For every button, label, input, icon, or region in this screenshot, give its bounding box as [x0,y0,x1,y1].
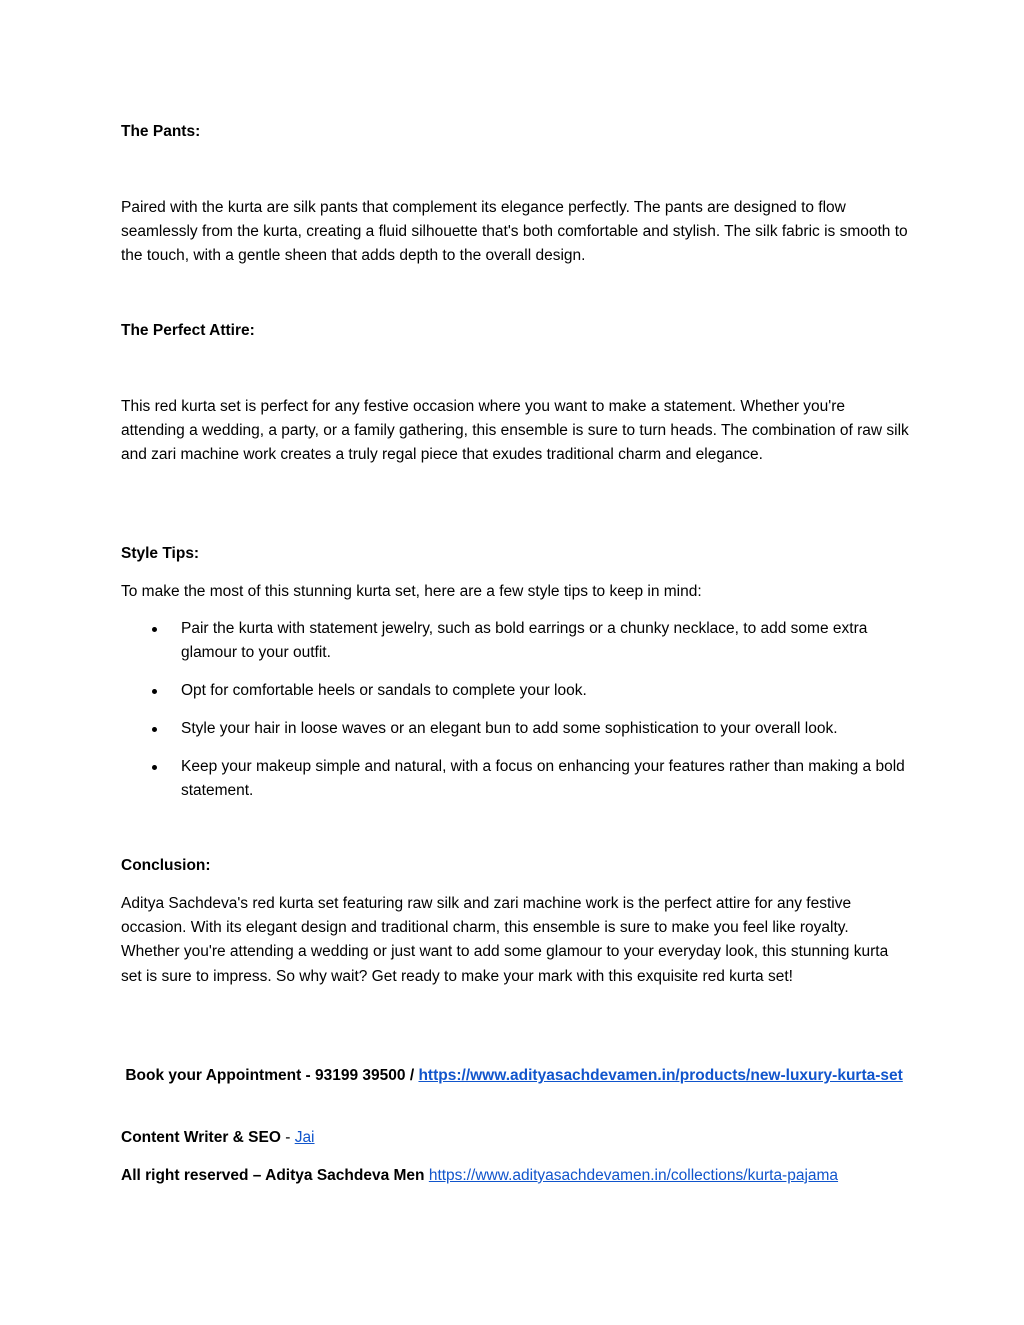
style-tips-intro: To make the most of this stunning kurta set, here are a few style tips to keep in mind: [121,583,702,600]
pants-heading: The Pants: [121,123,201,140]
attire-paragraph: This red kurta set is perfect for any festive occasion where you want to make a statement. Whether you're attending a wedding, a party, or a family gathering, this ensemble is sure to turn heads. The combination of raw silk and zari machine work creates a truly regal piece that exudes traditional charm and elegance. [121,398,909,464]
list-item-text: Keep your makeup simple and natural, with a focus on enhancing your features rather than making a bold statement. [181,757,905,799]
bullet-icon [152,727,157,732]
style-tips-list [121,617,911,817]
rights-label: All right reserved – Aditya Sachdeva Men [121,1167,425,1184]
list-item [121,617,911,665]
conclusion-paragraph: Aditya Sachdeva's red kurta set featuring raw silk and zari machine work is the perfect attire for any festive occasion. With its elegant design and traditional charm, this ensemble is sure to make you feel like royalty. Whether you're attending a wedding or just want to add some glamour to your everyday look, this stunning kurta set is sure to impress. So why wait? Get ready to make your mark with this exquisite red kurta set! [121,895,889,985]
list-item [121,679,911,703]
writer-separator: - [285,1129,291,1146]
pants-paragraph: Paired with the kurta are silk pants that complement its elegance perfectly. The pants are designed to flow seamlessly from the kurta, creating a fluid silhouette that's both comfortable and stylish. The silk fabric is smooth to the touch, with a gentle sheen that adds depth to the overall design. [121,199,908,265]
writer-label: Content Writer & SEO [121,1129,281,1146]
conclusion-heading: Conclusion: [121,857,211,874]
attire-heading: The Perfect Attire: [121,322,255,339]
bullet-icon [152,689,157,694]
list-item-text: Pair the kurta with statement jewelry, such as bold earrings or a chunky necklace, to add some extra glamour to your outfit. [181,620,868,662]
list-item-text: Opt for comfortable heels or sandals to complete your look. [181,682,587,699]
appointment-label: Book your Appointment - 93199 39500 / [125,1067,415,1084]
content-writer-line [121,1126,911,1150]
rights-link[interactable]: https://www.adityasachdevamen.in/collections/kurta-pajama [428,1167,839,1184]
style-tips-heading: Style Tips: [121,545,200,562]
appointment-link[interactable]: https://www.adityasachdevamen.in/products/new-luxury-kurta-set [418,1067,903,1084]
bullet-icon [152,627,157,632]
appointment-line [121,1064,911,1088]
writer-link[interactable]: Jai [294,1129,315,1146]
rights-line [121,1164,911,1188]
list-item [121,755,911,803]
list-item [121,717,911,741]
bullet-icon [152,765,157,770]
list-item-text: Style your hair in loose waves or an elegant bun to add some sophistication to your overall look. [181,719,838,737]
